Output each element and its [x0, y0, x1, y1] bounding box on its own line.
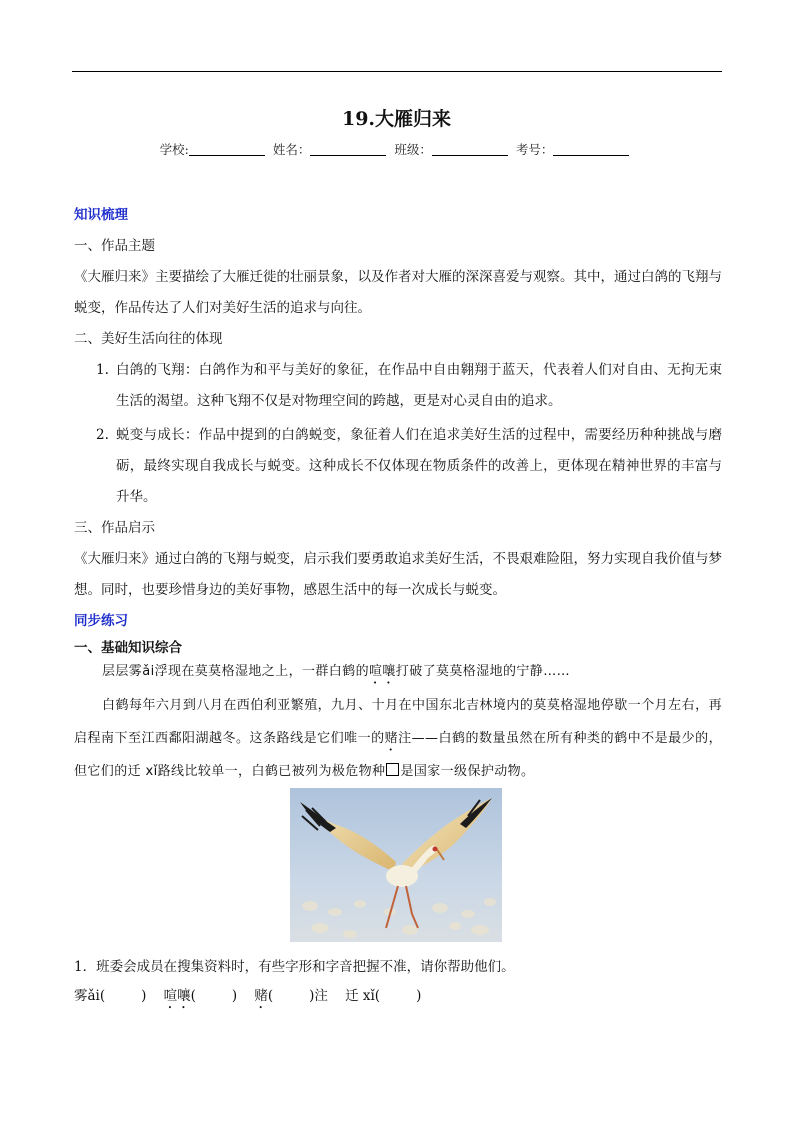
subheading-theme: 一、作品主题 — [74, 238, 155, 254]
header-rule — [72, 71, 722, 72]
passage-text: 是国家一级保护动物。 — [400, 764, 535, 779]
close-paren: ) — [141, 988, 147, 1004]
item-qian-xi: 迁 xǐ( — [345, 988, 381, 1004]
passage-paragraph-2 — [74, 689, 722, 788]
open-paren: ( — [190, 988, 196, 1004]
dotted-word: 赌 — [384, 731, 399, 746]
passage-text: 白鹤每年六月到八月在西伯利亚繁殖，九月、十月在中国东北吉林境内的莫莫格湿地停歇一个月左右，再启程南下至江西鄱阳湖越冬。这条路线是它们唯一的 — [74, 698, 722, 746]
question-1-answers — [74, 981, 722, 1012]
list-text: 白鸽的飞翔：白鸽作为和平与美好的象征，在作品中自由翱翔于蓝天，代表着人们对自由、无拘无束生活的渴望。这种飞翔不仅是对物理空间的跨越，更是对心灵自由的追求。 — [116, 362, 722, 409]
passage-text: 打破了莫莫格湿地的宁静…… — [395, 664, 570, 679]
list-text: 蜕变与成长：作品中提到的白鸽蜕变，象征着人们在追求美好生活的过程中，需要经历种种挑战与磨砺，最终实现自我成长与蜕变。这种成长不仅体现在物质条件的改善上，更体现在精神世界的丰富与升华。 — [116, 427, 722, 505]
item-du: 赌 — [254, 988, 268, 1004]
paragraph-theme: 《大雁归来》主要描绘了大雁迁徙的壮丽景象，以及作者对大雁的深深喜爱与观察。其中，通过白鸽的飞翔与蜕变，作品传达了人们对美好生活的追求与向往。 — [74, 269, 722, 316]
passage-paragraph-1 — [74, 658, 722, 687]
list-number: 2. — [96, 427, 109, 443]
subheading-insight: 三、作品启示 — [74, 520, 155, 536]
list-item — [96, 420, 722, 513]
passage-text: 层层雾ǎi浮现在莫莫格湿地之上，一群白鹤的 — [102, 664, 369, 679]
name-blank[interactable] — [310, 143, 386, 156]
crane-illustration — [290, 788, 502, 942]
name-label: 姓名： — [272, 142, 311, 157]
list-number: 1. — [96, 362, 109, 378]
page-title: 19.大雁归来 — [341, 108, 452, 130]
close-paren: ) — [231, 988, 238, 1004]
crane-photo — [290, 788, 502, 942]
number-label: 考号： — [515, 142, 554, 157]
number-blank[interactable] — [553, 143, 629, 156]
student-info-line — [0, 140, 793, 158]
class-label: 班级： — [394, 142, 432, 157]
section-heading-practice: 同步练习 — [74, 613, 128, 629]
item-xuan-rang: 喧嚷 — [163, 988, 191, 1004]
class-blank[interactable] — [432, 143, 508, 156]
subheading-aspiration: 二、美好生活向往的体现 — [74, 331, 223, 347]
passage-text: 注——白鹤的数量虽然在所有种类的鹤中不是最少的，但它们的迁 xǐ路线比较单一，白鹤已被列为极危物种 — [74, 731, 722, 779]
paragraph-insight: 《大雁归来》通过白鸽的飞翔与蜕变，启示我们要勇敢追求美好生活，不畏艰难险阻，努力实现自我价值与梦想。同时，也要珍惜身边的美好事物，感恩生活中的每一次成长与蜕变。 — [74, 551, 722, 598]
question-1: 1．班委会成员在搜集资料时，有些字形和字音把握不准，请你帮助他们。 — [74, 959, 515, 975]
school-blank[interactable] — [189, 143, 265, 156]
open-paren: ( — [267, 988, 274, 1004]
school-label: 学校: — [159, 142, 189, 157]
close-paren: ) — [416, 988, 422, 1004]
list-item — [96, 355, 722, 417]
close-paren: )注 — [309, 988, 328, 1004]
subheading-basic: 一、基础知识综合 — [74, 640, 182, 656]
punctuation-blank-box[interactable] — [386, 763, 399, 776]
item-wu-ai: 雾ǎi( — [74, 988, 106, 1004]
section-heading-knowledge: 知识梳理 — [74, 207, 128, 223]
dotted-word: 喧嚷 — [368, 664, 396, 679]
